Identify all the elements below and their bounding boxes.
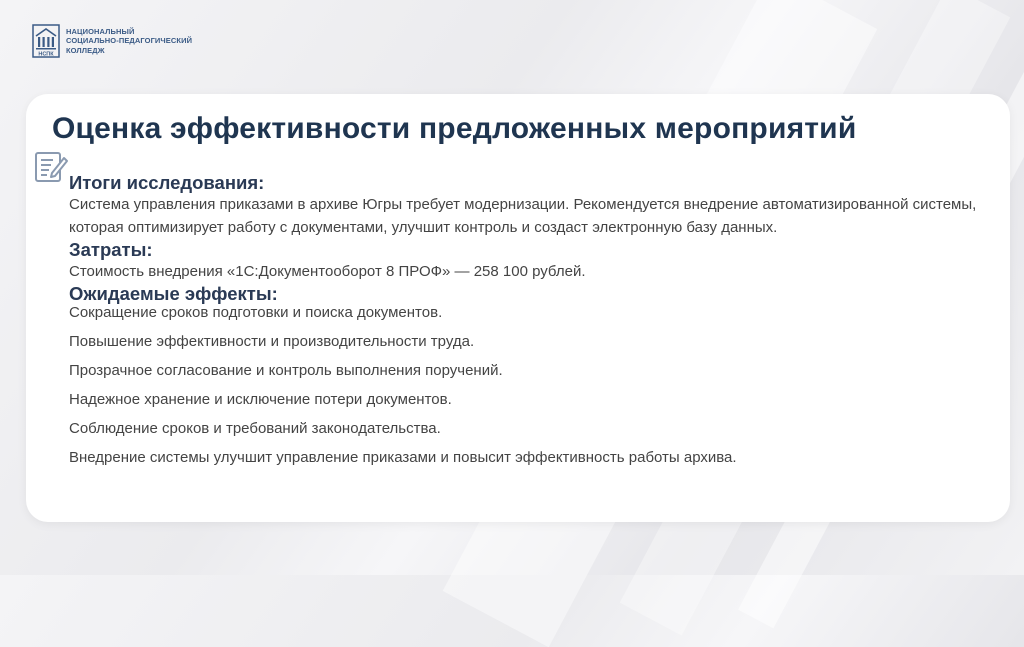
effects-heading: Ожидаемые эффекты: xyxy=(69,283,278,304)
list-item: Прозрачное согласование и контроль выполнения поручений. xyxy=(69,362,503,379)
results-text: Система управления приказами в архиве Югры требует модернизации. Рекомендуется внедрение автоматизированной системы, которая оптимизирует работу с документами, улучшит контроль и создаст электронную базу данных. xyxy=(69,196,977,236)
list-item: Повышение эффективности и производительности труда. xyxy=(69,333,475,350)
costs-heading: Затраты: xyxy=(69,239,153,260)
logo-line: КОЛЛЕДЖ xyxy=(66,45,105,55)
document-edit-icon xyxy=(33,149,69,185)
list-item: Надежное хранение и исключение потери документов. xyxy=(69,391,452,408)
effects-list xyxy=(69,304,989,467)
logo-line: НАЦИОНАЛЬНЫЙ xyxy=(66,26,135,36)
list-item: Соблюдение сроков и требований законодательства. xyxy=(69,420,441,437)
slide-content xyxy=(69,172,989,478)
college-emblem-icon xyxy=(32,24,60,58)
svg-text:НСПК: НСПК xyxy=(38,51,54,58)
costs-text: Стоимость внедрения «1С:Документооборот 8 ПРОФ» — 258 100 рублей. xyxy=(69,263,586,280)
results-heading: Итоги исследования: xyxy=(69,172,265,193)
list-item: Внедрение системы улучшит управление приказами и повысит эффективность работы архива. xyxy=(69,449,737,466)
slide-title: Оценка эффективности предложенных мероприятий xyxy=(52,112,857,145)
logo-line: СОЦИАЛЬНО-ПЕДАГОГИЧЕСКИЙ xyxy=(66,36,193,46)
college-logo xyxy=(32,24,192,58)
list-item: Сокращение сроков подготовки и поиска документов. xyxy=(69,304,443,321)
